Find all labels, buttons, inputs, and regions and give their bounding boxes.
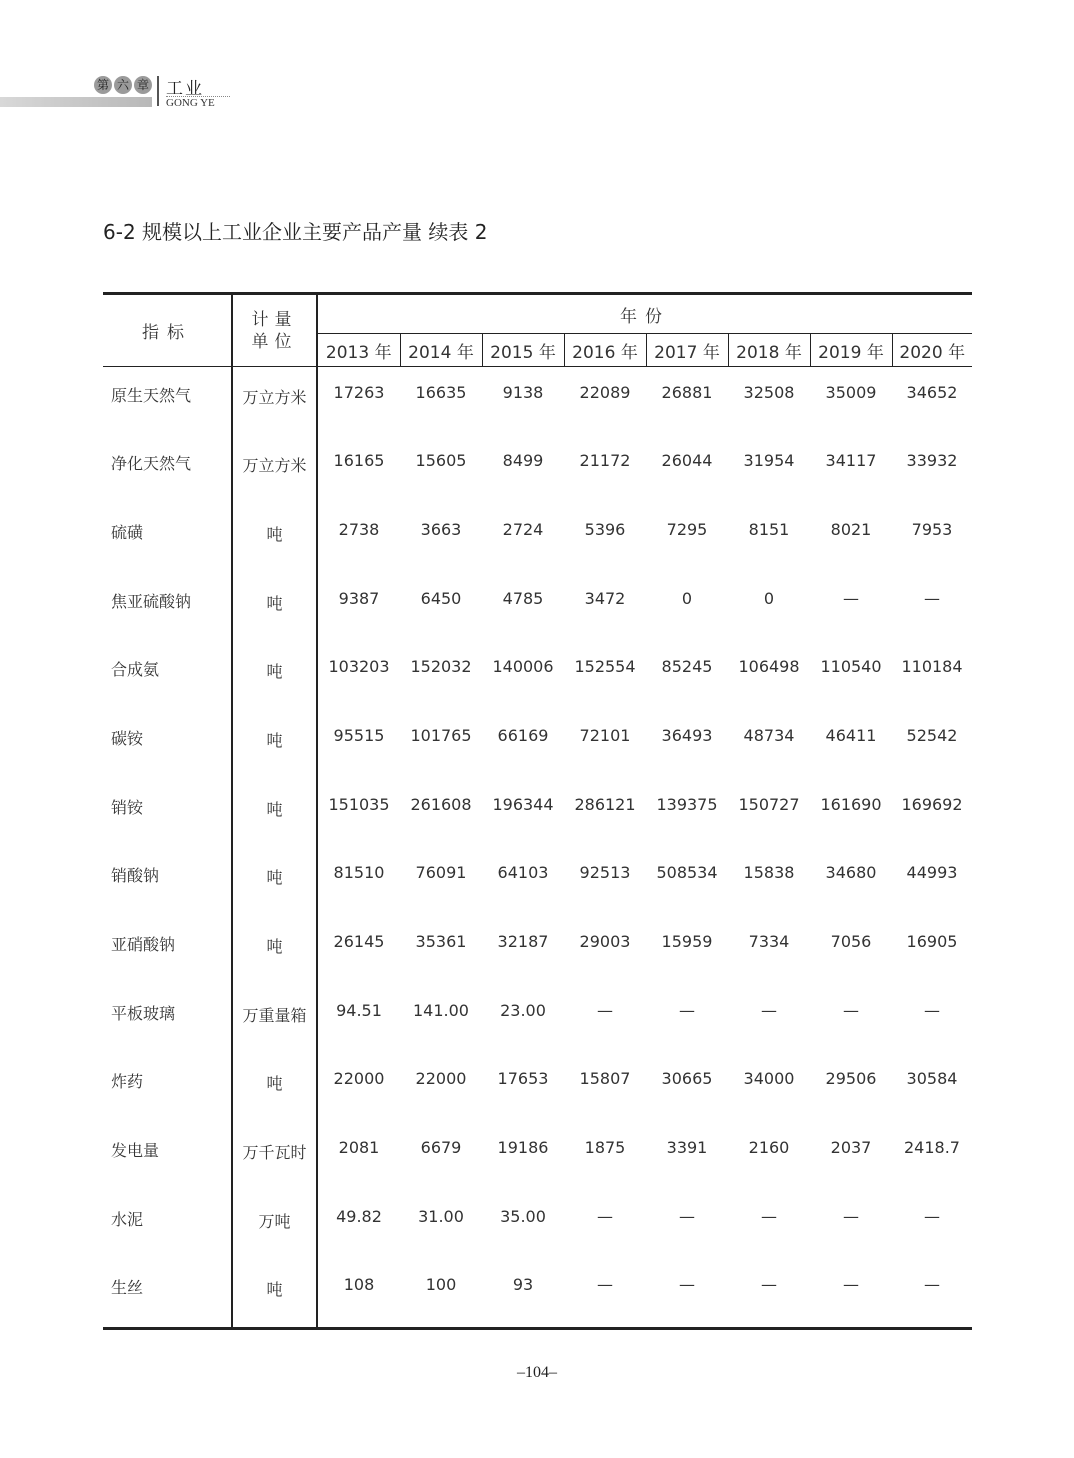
- value-cell: 52542: [906, 725, 958, 745]
- indicator-name: 合成氨: [103, 641, 232, 710]
- chapter-divider: [157, 76, 159, 106]
- value-cell: 31.00: [418, 1206, 464, 1226]
- value-cell: 508534: [656, 863, 718, 883]
- value-cell: —: [761, 1000, 777, 1020]
- value-cell: 110540: [820, 657, 882, 677]
- value-cell: 95515: [333, 725, 385, 745]
- value-cell: 286121: [574, 794, 636, 814]
- value-cell: 2724: [502, 519, 544, 539]
- chapter-char: 六: [114, 76, 132, 94]
- unit-cell: 万立方米: [232, 435, 317, 504]
- value-cell: 23.00: [500, 1000, 546, 1020]
- value-cell: —: [924, 1000, 940, 1020]
- value-cell: 30665: [661, 1069, 713, 1089]
- chapter-title: 工业: [166, 79, 204, 99]
- unit-cell: 吨: [232, 504, 317, 573]
- value-cell: —: [564, 1259, 646, 1328]
- value-cell: 0: [763, 588, 775, 608]
- product-output-table: [103, 292, 972, 1330]
- chapter-char: 第: [94, 76, 112, 94]
- value-cell: 8021: [830, 519, 872, 539]
- value-cell: 196344: [492, 794, 554, 814]
- value-cell: 4785: [502, 588, 544, 608]
- value-cell: 141.00: [413, 1000, 469, 1020]
- indicator-name: 净化天然气: [103, 435, 232, 504]
- unit-cell: 吨: [232, 916, 317, 985]
- value-cell: —: [728, 1259, 810, 1328]
- value-cell: —: [843, 1206, 859, 1226]
- header-gray-bar: [0, 97, 152, 107]
- indicator-name: 焦亚硫酸钠: [103, 573, 232, 642]
- value-cell: 8151: [748, 519, 790, 539]
- table-row: [103, 1122, 972, 1191]
- indicator-name: 平板玻璃: [103, 985, 232, 1054]
- table-row: [103, 504, 972, 573]
- value-cell: 34117: [825, 451, 877, 471]
- unit-cell: 吨: [232, 641, 317, 710]
- value-cell: 30584: [906, 1069, 958, 1089]
- unit-cell: 吨: [232, 1053, 317, 1122]
- value-cell: 72101: [579, 725, 631, 745]
- value-cell: 36493: [661, 725, 713, 745]
- value-cell: 44993: [906, 863, 958, 883]
- indicator-name: 销铵: [103, 779, 232, 848]
- value-cell: 7295: [666, 519, 708, 539]
- header-year: 2015 年: [482, 334, 564, 367]
- chapter-subtitle: GONG YE: [166, 97, 215, 109]
- value-cell: 22000: [333, 1069, 385, 1089]
- unit-cell: 吨: [232, 847, 317, 916]
- value-cell: 16635: [415, 383, 467, 402]
- header-unit-line1: 计量: [251, 309, 298, 330]
- value-cell: 35.00: [500, 1206, 546, 1226]
- value-cell: 26145: [333, 932, 385, 951]
- value-cell: 81510: [333, 863, 385, 883]
- value-cell: 103203: [328, 657, 390, 677]
- value-cell: 34000: [743, 1069, 795, 1089]
- value-cell: 101765: [410, 725, 472, 745]
- value-cell: —: [924, 1206, 940, 1226]
- header-year: 2013 年: [317, 334, 400, 367]
- table-row: [103, 710, 972, 779]
- value-cell: 9138: [502, 383, 544, 402]
- value-cell: 0: [681, 588, 693, 608]
- unit-cell: 万重量箱: [232, 985, 317, 1054]
- value-cell: 1875: [584, 1138, 626, 1158]
- value-cell: 2418.7: [904, 1138, 960, 1158]
- value-cell: 6450: [420, 588, 462, 608]
- value-cell: 7334: [748, 932, 790, 951]
- page-number: –104–: [517, 1364, 557, 1381]
- table-row: [103, 367, 972, 436]
- value-cell: 139375: [656, 794, 718, 814]
- value-cell: 15838: [743, 863, 795, 883]
- chapter-label: [94, 76, 152, 98]
- header-year: 2020 年: [892, 334, 972, 367]
- value-cell: —: [810, 1259, 892, 1328]
- header-years-group: 年份: [317, 294, 972, 334]
- value-cell: 17263: [333, 383, 385, 402]
- table-row: [103, 1191, 972, 1260]
- value-cell: 169692: [901, 794, 963, 814]
- table-row: [103, 779, 972, 848]
- value-cell: 34652: [906, 383, 958, 402]
- value-cell: 108: [317, 1259, 400, 1328]
- value-cell: 22089: [579, 383, 631, 402]
- value-cell: 93: [482, 1259, 564, 1328]
- value-cell: 100: [400, 1259, 482, 1328]
- table-row: [103, 573, 972, 642]
- value-cell: 85245: [661, 657, 713, 677]
- indicator-name: 亚硝酸钠: [103, 916, 232, 985]
- table-row: [103, 916, 972, 985]
- value-cell: 48734: [743, 725, 795, 745]
- value-cell: 2738: [338, 519, 380, 539]
- value-cell: 150727: [738, 794, 800, 814]
- value-cell: 151035: [328, 794, 390, 814]
- value-cell: 2160: [748, 1138, 790, 1158]
- value-cell: 29003: [579, 932, 631, 951]
- value-cell: —: [924, 588, 940, 608]
- header-unit: [232, 294, 317, 367]
- value-cell: 7056: [830, 932, 872, 951]
- value-cell: 34680: [825, 863, 877, 883]
- table-row: [103, 1259, 972, 1328]
- value-cell: —: [597, 1000, 613, 1020]
- table-body: [103, 367, 972, 1329]
- value-cell: 29506: [825, 1069, 877, 1089]
- header-year: 2017 年: [646, 334, 728, 367]
- value-cell: 140006: [492, 657, 554, 677]
- unit-cell: 万立方米: [232, 367, 317, 436]
- value-cell: 6679: [420, 1138, 462, 1158]
- value-cell: —: [892, 1259, 972, 1328]
- value-cell: 17653: [497, 1069, 549, 1089]
- value-cell: —: [843, 1000, 859, 1020]
- value-cell: 261608: [410, 794, 472, 814]
- value-cell: 15807: [579, 1069, 631, 1089]
- indicator-name: 生丝: [103, 1259, 232, 1328]
- value-cell: 9387: [338, 588, 380, 608]
- unit-cell: 吨: [232, 573, 317, 642]
- chapter-char: 章: [134, 76, 152, 94]
- indicator-name: 硫磺: [103, 504, 232, 573]
- value-cell: 49.82: [336, 1206, 382, 1226]
- indicator-name: 炸药: [103, 1053, 232, 1122]
- value-cell: 16165: [333, 451, 385, 471]
- value-cell: 3663: [420, 519, 462, 539]
- value-cell: 15605: [415, 451, 467, 471]
- value-cell: 26044: [661, 451, 713, 471]
- value-cell: 5396: [584, 519, 626, 539]
- value-cell: —: [761, 1206, 777, 1226]
- header-year: 2018 年: [728, 334, 810, 367]
- unit-cell: 吨: [232, 1259, 317, 1328]
- value-cell: 92513: [579, 863, 631, 883]
- value-cell: 152554: [574, 657, 636, 677]
- value-cell: 2081: [338, 1138, 380, 1158]
- indicator-name: 水泥: [103, 1191, 232, 1260]
- value-cell: 31954: [743, 451, 795, 471]
- value-cell: 35361: [415, 932, 467, 951]
- value-cell: 3391: [666, 1138, 708, 1158]
- value-cell: 26881: [661, 383, 713, 402]
- header-year: 2019 年: [810, 334, 892, 367]
- value-cell: 3472: [584, 588, 626, 608]
- value-cell: 161690: [820, 794, 882, 814]
- value-cell: 22000: [415, 1069, 467, 1089]
- table-row: [103, 847, 972, 916]
- value-cell: 19186: [497, 1138, 549, 1158]
- unit-cell: 吨: [232, 779, 317, 848]
- indicator-name: 发电量: [103, 1122, 232, 1191]
- value-cell: 8499: [502, 451, 544, 471]
- value-cell: 15959: [661, 932, 713, 951]
- value-cell: —: [843, 588, 859, 608]
- table-row: [103, 435, 972, 504]
- table-title: 6-2 规模以上工业企业主要产品产量 续表 2: [103, 220, 488, 244]
- indicator-name: 销酸钠: [103, 847, 232, 916]
- value-cell: 35009: [825, 383, 877, 402]
- value-cell: 16905: [906, 932, 958, 951]
- value-cell: 94.51: [336, 1000, 382, 1020]
- table-row: [103, 641, 972, 710]
- value-cell: 152032: [410, 657, 472, 677]
- value-cell: 106498: [738, 657, 800, 677]
- value-cell: 2037: [830, 1138, 872, 1158]
- table-row: [103, 1053, 972, 1122]
- unit-cell: 万吨: [232, 1191, 317, 1260]
- indicator-name: 碳铵: [103, 710, 232, 779]
- value-cell: 32187: [497, 932, 549, 951]
- unit-cell: 吨: [232, 710, 317, 779]
- value-cell: 64103: [497, 863, 549, 883]
- value-cell: 46411: [825, 725, 877, 745]
- value-cell: 76091: [415, 863, 467, 883]
- header-year: 2016 年: [564, 334, 646, 367]
- unit-cell: 万千瓦时: [232, 1122, 317, 1191]
- value-cell: —: [597, 1206, 613, 1226]
- value-cell: —: [679, 1206, 695, 1226]
- value-cell: 21172: [579, 451, 631, 471]
- header-year: 2014 年: [400, 334, 482, 367]
- value-cell: —: [646, 1259, 728, 1328]
- value-cell: 66169: [497, 725, 549, 745]
- value-cell: 32508: [743, 383, 795, 402]
- table-row: [103, 985, 972, 1054]
- indicator-name: 原生天然气: [103, 367, 232, 436]
- value-cell: 7953: [911, 519, 953, 539]
- value-cell: 110184: [901, 657, 963, 677]
- header-unit-line2: 单位: [251, 331, 298, 352]
- header-indicator: 指标: [103, 294, 232, 367]
- value-cell: 33932: [906, 451, 958, 471]
- value-cell: —: [679, 1000, 695, 1020]
